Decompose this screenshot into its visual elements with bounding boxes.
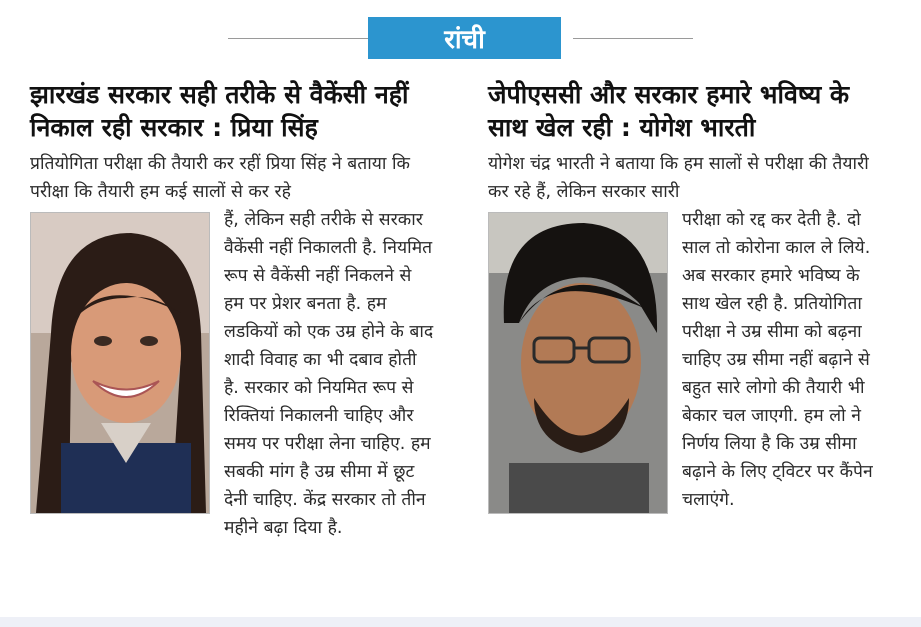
- headline-left: झारखंड सरकार सही तरीके से वैकेंसी नहीं निकाल रही सरकार : प्रिया सिंह: [30, 80, 409, 142]
- divider-right: [573, 38, 693, 39]
- headline-right: जेपीएससी और सरकार हमारे भविष्य के साथ खेल रही : योगेश भारती: [488, 80, 850, 142]
- article-body-left: [30, 150, 435, 542]
- body-rest-right: परीक्षा को रद्द कर देती है. दो साल तो कोरोना काल ले लिये. अब सरकार हमारे भविष्य के साथ खेल रही है. प्रतियोगिता परीक्षा ने उम्र सीमा को बढ़ना चाहिए उम्र सीमा नहीं बढ़ाने से बहुत सारे लोगो की तैयारी भी बेकार चल जाएगी. हम लो ने निर्णय लिया है कि उम्र सीमा बढ़ाने के लिए ट्विटर पर कैंपेन चलाएंगे.: [682, 210, 873, 510]
- portrait-photo-woman: [30, 212, 210, 514]
- divider-left: [228, 38, 368, 39]
- section-label: रांची: [368, 17, 561, 59]
- article-yogesh-bharti: [488, 78, 888, 518]
- body-intro-left: प्रतियोगिता परीक्षा की तैयारी कर रहीं प्रिया सिंह ने बताया कि परीक्षा कि तैयारी हम कई सालों से कर रहे: [30, 154, 410, 202]
- bottom-strip: [0, 617, 921, 627]
- portrait-photo-man: [488, 212, 668, 514]
- article-priya-singh: [30, 78, 435, 542]
- body-rest-left: हैं, लेकिन सही तरीके से सरकार वैकेंसी नहीं निकालती है. नियमित रूप से वैकेंसी नहीं निकलने से हम पर प्रेशर बनता है. हम लडकियों को एक उम्र होने के बाद शादी विवाह का भी दबाव होती है. सरकार को नियमित रूप से रिक्तियां निकालनी चाहिए और समय पर परीक्षा लेना चाहिए. हम सबकी मांग है उम्र सीमा में छूट देनी चाहिए. केंद्र सरकार तो तीन महीने बढ़ा दिया है.: [224, 210, 434, 538]
- article-body-right: [488, 150, 888, 514]
- body-intro-right: योगेश चंद्र भारती ने बताया कि हम सालों से परीक्षा की तैयारी कर रहे हैं, लेकिन सरकार सारी: [488, 154, 869, 202]
